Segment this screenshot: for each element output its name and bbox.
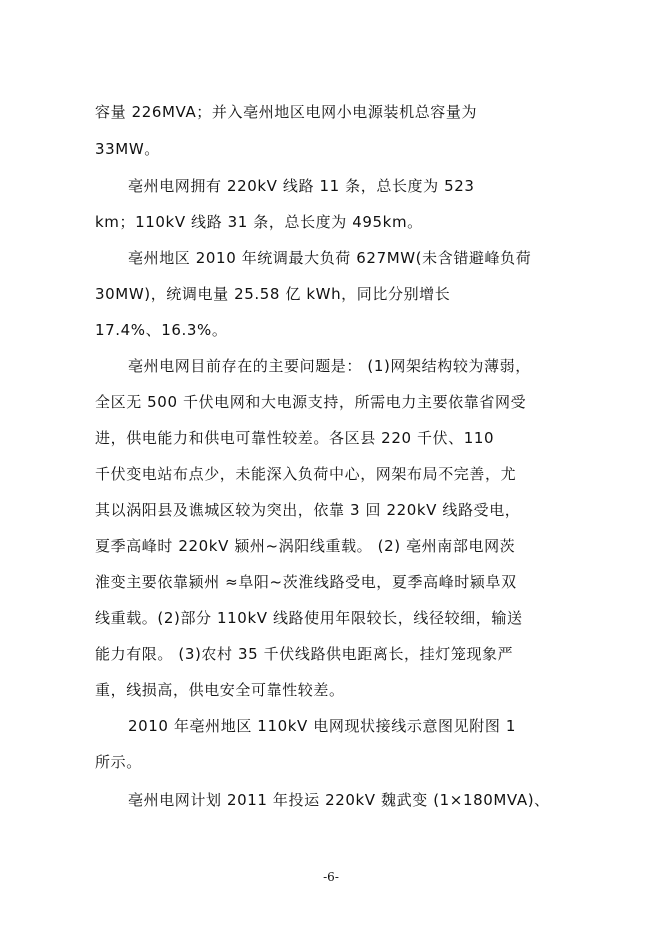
- text-line-17: 重，线损高，供电安全可靠性较差。: [95, 681, 345, 699]
- text-line-2: 33MW。: [95, 140, 160, 158]
- text-line-15: 线重载。(2)部分 110kV 线路使用年限较长，线径较细，输送: [95, 609, 523, 627]
- text-line-6: 30MW)，统调电量 25.58 亿 kWh，同比分别增长: [95, 285, 451, 303]
- text-line-8: 亳州电网目前存在的主要问题是： (1)网架结构较为薄弱，: [128, 357, 531, 375]
- text-line-19: 所示。: [95, 753, 142, 771]
- text-line-9: 全区无 500 千伏电网和大电源支持，所需电力主要依靠省网受: [95, 393, 527, 411]
- text-line-20: 亳州电网计划 2011 年投运 220kV 魏武变 (1×180MVA)、: [128, 791, 550, 809]
- text-line-14: 淮变主要依靠颍州 ≈阜阳~茨淮线路受电，夏季高峰时颍阜双: [95, 573, 517, 591]
- text-line-1: 容量 226MVA；并入亳州地区电网小电源装机总容量为: [95, 103, 478, 121]
- text-line-7: 17.4%、16.3%。: [95, 321, 228, 339]
- text-line-4: km；110kV 线路 31 条，总长度为 495km。: [95, 213, 423, 231]
- text-line-12: 其以涡阳县及谯城区较为突出，依靠 3 回 220kV 线路受电，: [95, 501, 521, 519]
- text-line-16: 能力有限。 (3)农村 35 千伏线路供电距离长，挂灯笼现象严: [95, 645, 514, 663]
- page-number: -6-: [323, 870, 339, 884]
- text-line-3: 亳州电网拥有 220kV 线路 11 条，总长度为 523: [128, 177, 475, 195]
- text-line-5: 亳州地区 2010 年统调最大负荷 627MW(未含错避峰负荷: [128, 249, 532, 267]
- text-line-10: 进，供电能力和供电可靠性较差。各区县 220 千伏、110: [95, 429, 495, 447]
- text-line-13: 夏季高峰时 220kV 颍州~涡阳线重载。 (2) 亳州南部电网茨: [95, 537, 516, 555]
- text-line-11: 千伏变电站布点少，未能深入负荷中心，网架布局不完善，尤: [95, 465, 517, 483]
- text-line-18: 2010 年亳州地区 110kV 电网现状接线示意图见附图 1: [128, 717, 516, 735]
